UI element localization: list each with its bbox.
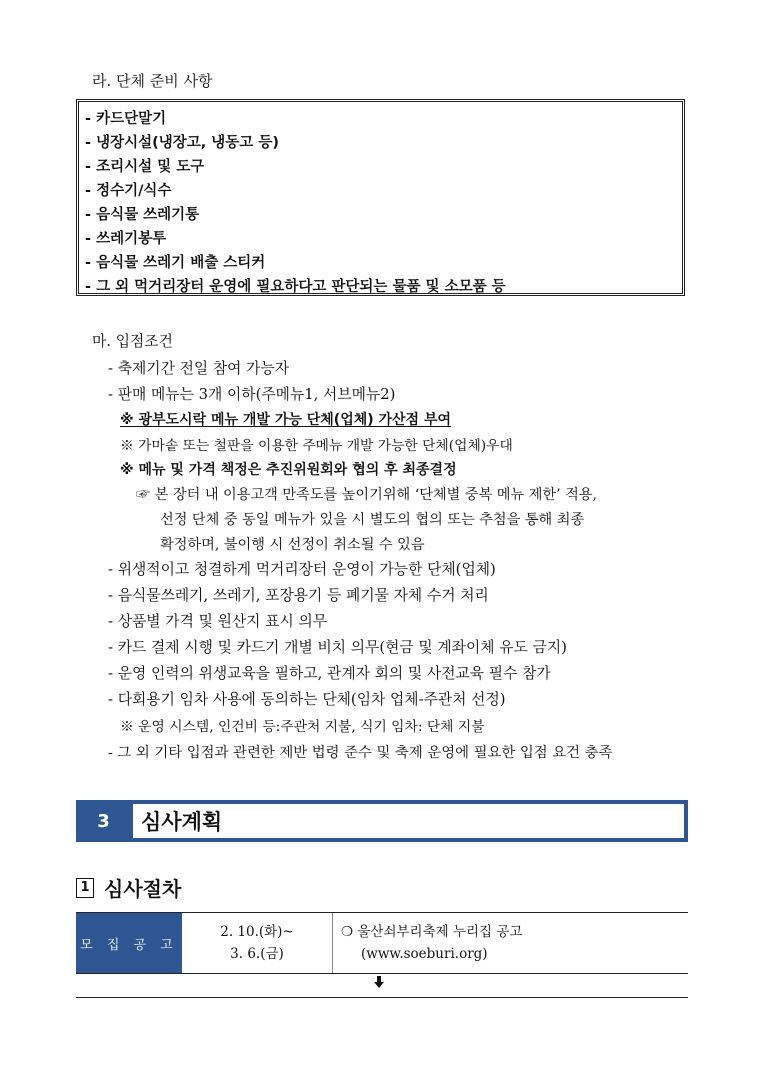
- condition-line: - 다회용기 임차 사용에 동의하는 단체(임차 업체-주관처 선정): [108, 691, 506, 708]
- subsection-number-box: 1: [76, 878, 94, 898]
- condition-note-final: ※ 메뉴 및 가격 책정은 추진위원회와 협의 후 최종결정: [120, 462, 457, 478]
- prep-item-water: - 정수기/식수: [85, 183, 172, 199]
- section-heading-conditions: 마. 입점조건: [92, 333, 173, 350]
- procedure-desc-cell: [333, 913, 688, 973]
- procedure-step-label: 모 집 공 고: [76, 913, 182, 973]
- condition-detail: ☞ 본 장터 내 이용고객 만족도를 높이기위해 ‘단체별 중복 메뉴 제한’ 적용,: [136, 487, 598, 503]
- condition-note: ※ 운영 시스템, 인건비 등:주관처 지불, 식기 임차: 단체 지불: [120, 719, 485, 735]
- section-3-number: 3: [97, 810, 110, 832]
- condition-line: - 음식물쓰레기, 쓰레기, 포장용기 등 폐기물 자체 수거 처리: [108, 587, 489, 604]
- condition-line: - 운영 인력의 위생교육을 필하고, 관계자 회의 및 사전교육 필수 참가: [108, 665, 551, 682]
- procedure-desc-url: (www.soeburi.org): [361, 946, 488, 962]
- procedure-date-cell: [182, 913, 333, 973]
- prep-item-other-supplies: - 그 외 먹거리장터 운영에 필요하다고 판단되는 물품 및 소모품 등: [85, 279, 506, 295]
- condition-detail: 확정하며, 불이행 시 선정이 취소될 수 있음: [160, 537, 425, 553]
- condition-line: - 카드 결제 시행 및 카드기 개별 비치 의무(현금 및 계좌이체 유도 금지): [108, 639, 567, 656]
- procedure-date-end: 3. 6.(금): [230, 946, 284, 962]
- procedure-table: [76, 912, 688, 974]
- condition-line: - 위생적이고 청결하게 먹거리장터 운영이 가능한 단체(업체): [108, 561, 496, 578]
- procedure-date-start: 2. 10.(화)~: [220, 924, 294, 940]
- condition-line: - 판매 메뉴는 3개 이하(주메뉴1, 서브메뉴2): [108, 386, 396, 403]
- prep-item-trash-bags: - 쓰레기봉투: [85, 231, 167, 247]
- subsection-1-title: 심사절차: [104, 877, 182, 901]
- prep-item-refrigeration: - 냉장시설(냉장고, 냉동고 등): [85, 135, 280, 151]
- prep-item-cooking: - 조리시설 및 도구: [85, 159, 205, 175]
- arrow-down-icon: [372, 975, 386, 993]
- condition-note: ※ 가마솥 또는 철판을 이용한 주메뉴 개발 가능한 단체(업체)우대: [120, 438, 513, 454]
- divider: [76, 997, 688, 998]
- condition-line: - 그 외 기타 입점과 관련한 제반 법령 준수 및 축제 운영에 필요한 입점 요건 충족: [108, 745, 613, 761]
- prep-item-waste-sticker: - 음식물 쓰레기 배출 스티커: [85, 255, 266, 271]
- condition-line: - 축제기간 전일 참여 가능자: [108, 360, 290, 377]
- section-3-header: [76, 800, 688, 842]
- section-3-title: 심사계획: [133, 804, 684, 838]
- condition-line: - 상품별 가격 및 원산지 표시 의무: [108, 613, 328, 630]
- subsection-1-heading: [76, 873, 181, 902]
- condition-note-bonus: ※ 광부도시락 메뉴 개발 가능 단체(업체) 가산점 부여: [120, 412, 452, 428]
- prep-item-food-waste-bin: - 음식물 쓰레기통: [85, 207, 200, 223]
- condition-detail: 선정 단체 중 동일 메뉴가 있을 시 별도의 협의 또는 추첨을 통해 최종: [160, 512, 585, 528]
- section-heading-preparation: 라. 단체 준비 사항: [92, 72, 213, 90]
- procedure-desc-line: ❍ 울산쇠부리축제 누리집 공고: [341, 924, 523, 940]
- preparation-items-box: [76, 99, 685, 296]
- prep-item-card-terminal: - 카드단말기: [85, 111, 167, 127]
